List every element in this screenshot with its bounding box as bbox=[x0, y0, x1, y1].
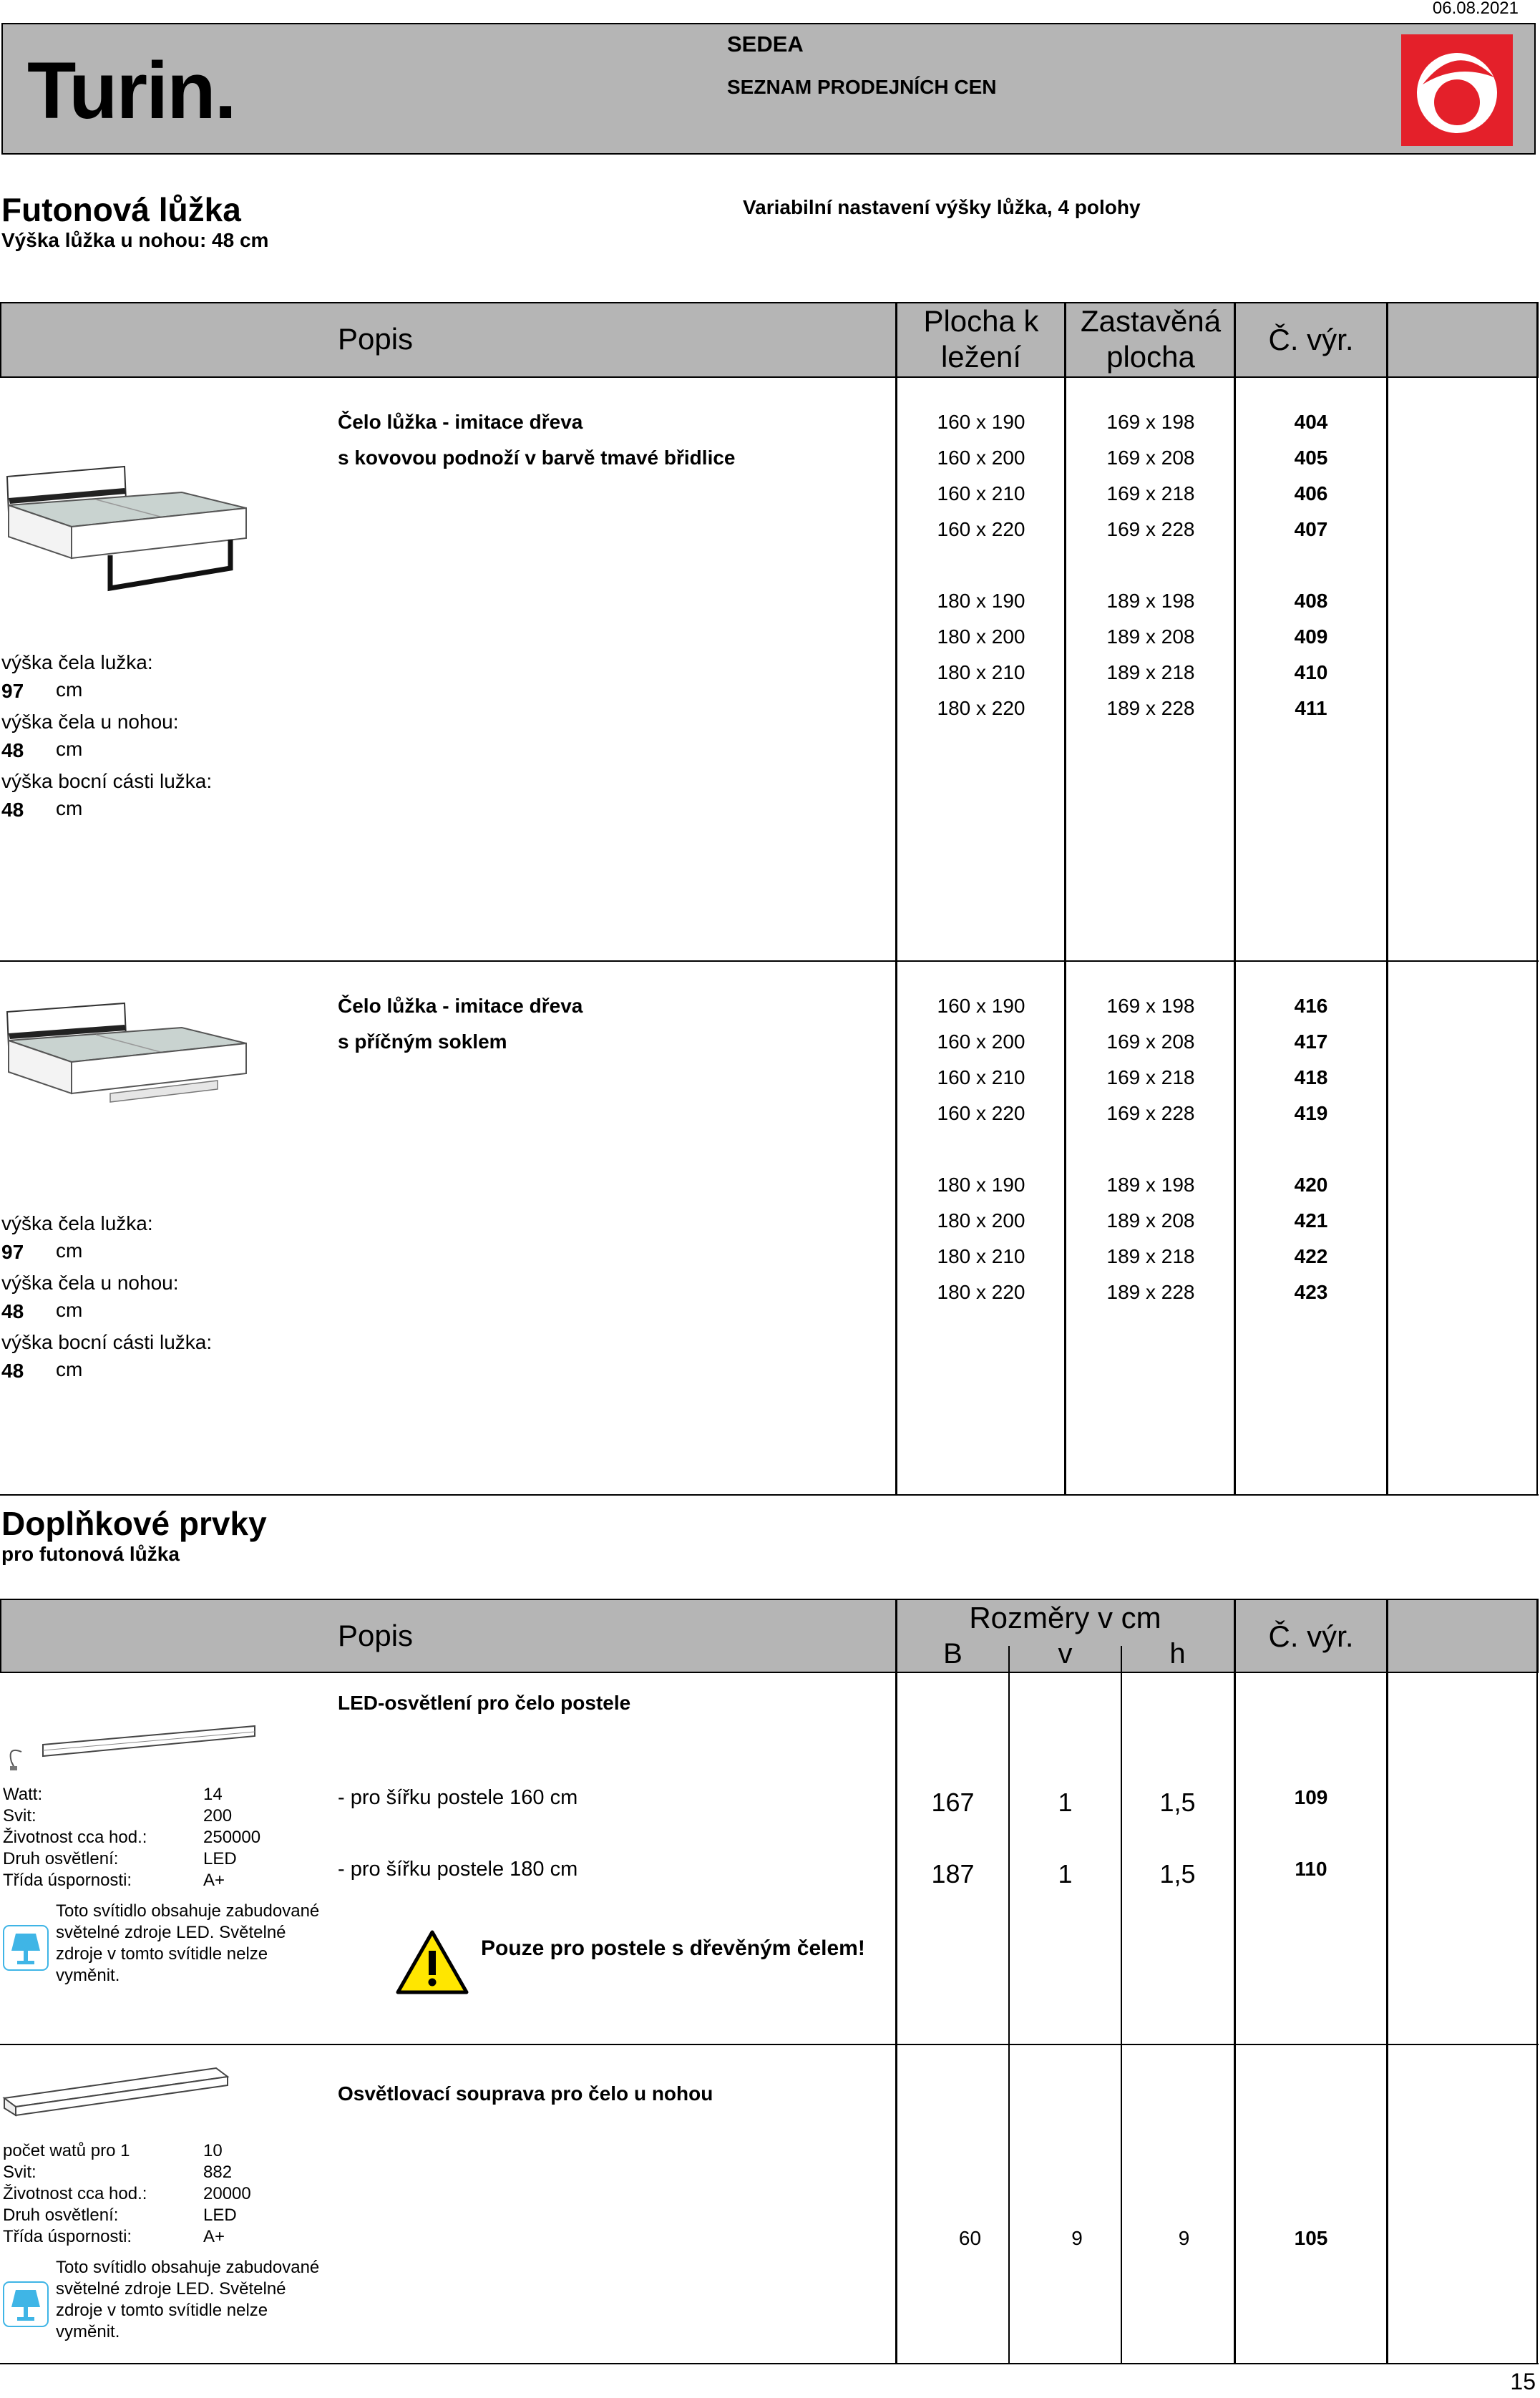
zastavena-cell: 169 x 218 bbox=[1106, 482, 1195, 505]
product-number-cell: 418 bbox=[1294, 1066, 1328, 1088]
spec-value: 48 bbox=[1, 1360, 24, 1382]
spec-label: Třída úspornosti: bbox=[3, 1871, 132, 1890]
spec-value: 250000 bbox=[203, 1828, 261, 1847]
led-row1-b: 167 bbox=[931, 1788, 975, 1817]
plocha-cell: 160 x 220 bbox=[937, 1102, 1025, 1124]
section1-note: Variabilní nastavení výšky lůžka, 4 polohy bbox=[743, 196, 1141, 218]
plocha-cell: 160 x 210 bbox=[937, 1066, 1025, 1088]
spec-label: Druh osvětlení: bbox=[3, 1849, 119, 1868]
plocha-cell: 180 x 190 bbox=[937, 1174, 1025, 1196]
spec-value: 97 bbox=[1, 1241, 24, 1263]
warning-icon bbox=[395, 1929, 469, 1995]
spec-unit: cm bbox=[56, 797, 83, 819]
foot-b: 60 bbox=[958, 2227, 982, 2249]
section2-title: Doplňkové prvky bbox=[1, 1505, 267, 1542]
product2-desc1: Čelo lůžka - imitace dřeva bbox=[338, 995, 583, 1017]
product-number-cell: 410 bbox=[1294, 661, 1328, 683]
led-row1-num: 109 bbox=[1294, 1786, 1328, 1808]
spec-label: výška čela lužka: bbox=[1, 1212, 153, 1234]
spec-value: 10 bbox=[203, 2141, 223, 2160]
col-cislo: Č. výr. bbox=[1268, 323, 1354, 356]
spec-label: Svit: bbox=[3, 2163, 36, 2182]
led-row1-v: 1 bbox=[1058, 1788, 1073, 1817]
product-number-cell: 421 bbox=[1294, 1209, 1328, 1232]
warning-text: Pouze pro postele s dřevěným čelem! bbox=[481, 1936, 865, 1960]
zastavena-cell: 169 x 218 bbox=[1106, 1066, 1195, 1088]
zastavena-cell: 189 x 208 bbox=[1106, 1209, 1195, 1232]
led-row2-v: 1 bbox=[1058, 1859, 1073, 1888]
spec-value: LED bbox=[203, 2206, 237, 2225]
plocha-cell: 160 x 210 bbox=[937, 482, 1025, 505]
header-subtitle: SEZNAM PRODEJNÍCH CEN bbox=[727, 76, 997, 98]
col2-rozmery: Rozměry v cm bbox=[969, 1601, 1161, 1634]
spec-value: A+ bbox=[203, 1871, 225, 1890]
spec-label: výška čela u nohou: bbox=[1, 1272, 179, 1294]
spec-label: Svit: bbox=[3, 1806, 36, 1826]
zastavena-cell: 189 x 198 bbox=[1106, 590, 1195, 612]
zastavena-cell: 169 x 208 bbox=[1106, 1030, 1195, 1053]
spec-unit: cm bbox=[56, 738, 83, 760]
plocha-cell: 180 x 210 bbox=[937, 661, 1025, 683]
brand-name: SEDEA bbox=[727, 31, 804, 57]
foot-title: Osvětlovací souprava pro čelo u nohou bbox=[338, 2082, 713, 2105]
spec-unit: cm bbox=[56, 678, 83, 701]
plocha-cell: 160 x 200 bbox=[937, 447, 1025, 469]
spec-value: A+ bbox=[203, 2227, 225, 2246]
lamp-icon bbox=[3, 1925, 49, 1971]
zastavena-cell: 189 x 218 bbox=[1106, 661, 1195, 683]
led-strip-image bbox=[3, 1717, 260, 1775]
product-number-cell: 411 bbox=[1295, 697, 1327, 719]
led-row1-h: 1,5 bbox=[1159, 1788, 1196, 1817]
date: 06.08.2021 bbox=[1432, 0, 1519, 18]
plocha-cell: 160 x 190 bbox=[937, 995, 1025, 1017]
spec-value: 20000 bbox=[203, 2184, 251, 2203]
zastavena-cell: 169 x 208 bbox=[1106, 447, 1195, 469]
spec-label: výška čela u nohou: bbox=[1, 711, 179, 733]
led-row2-h: 1,5 bbox=[1159, 1859, 1196, 1888]
col2-popis: Popis bbox=[338, 1619, 414, 1652]
spec-value: 48 bbox=[1, 739, 24, 761]
spec-value: 48 bbox=[1, 1300, 24, 1322]
product-number-cell: 408 bbox=[1294, 590, 1328, 612]
spec-label: Třída úspornosti: bbox=[3, 2227, 132, 2246]
zastavena-cell: 169 x 228 bbox=[1106, 1102, 1195, 1124]
spec-label: počet watů pro 1 bbox=[3, 2141, 130, 2160]
spec-value: 97 bbox=[1, 680, 24, 702]
plocha-cell: 180 x 200 bbox=[937, 625, 1025, 648]
plocha-cell: 160 x 200 bbox=[937, 1030, 1025, 1053]
spec-unit: cm bbox=[56, 1239, 83, 1262]
product-number-cell: 416 bbox=[1294, 995, 1328, 1017]
product-number-cell: 407 bbox=[1294, 518, 1328, 540]
foot-h: 9 bbox=[1178, 2227, 1190, 2249]
product-number-cell: 406 bbox=[1294, 482, 1328, 505]
col2-b: B bbox=[943, 1638, 962, 1670]
page-title: Turin. bbox=[27, 46, 235, 135]
foot-lamp-note: Toto svítidlo obsahuje zabudované světelné zdroje LED. Světelné zdroje v tomto svítidle nelze vyměnit. bbox=[56, 2258, 320, 2341]
plocha-cell: 160 x 190 bbox=[937, 411, 1025, 433]
product-number-cell: 423 bbox=[1294, 1281, 1328, 1303]
bed-plinth-base-image bbox=[3, 1002, 250, 1138]
spec-value: 48 bbox=[1, 799, 24, 821]
zastavena-cell: 169 x 198 bbox=[1106, 411, 1195, 433]
spec-label: výška čela lužka: bbox=[1, 651, 153, 673]
zastavena-cell: 169 x 198 bbox=[1106, 995, 1195, 1017]
product-number-cell: 405 bbox=[1294, 447, 1328, 469]
product2-desc2: s příčným soklem bbox=[338, 1030, 507, 1053]
section2-subtitle: pro futonová lůžka bbox=[1, 1543, 180, 1565]
col2-h: h bbox=[1169, 1638, 1186, 1670]
product-number-cell: 422 bbox=[1294, 1245, 1328, 1267]
section1-title: Futonová lůžka bbox=[1, 191, 241, 228]
plocha-cell: 160 x 220 bbox=[937, 518, 1025, 540]
bed-metal-base-image bbox=[3, 458, 250, 594]
led-row2-b: 187 bbox=[931, 1859, 975, 1888]
plocha-cell: 180 x 200 bbox=[937, 1209, 1025, 1232]
col-plocha: Plocha k ležení bbox=[923, 304, 1039, 374]
spec-label: výška bocní cásti lužka: bbox=[1, 770, 213, 792]
spec-label: Životnost cca hod.: bbox=[3, 2184, 147, 2203]
spec-value: 882 bbox=[203, 2163, 233, 2182]
plocha-cell: 180 x 220 bbox=[937, 697, 1025, 719]
spec-unit: cm bbox=[56, 1299, 83, 1321]
zastavena-cell: 189 x 198 bbox=[1106, 1174, 1195, 1196]
spec-unit: cm bbox=[56, 1358, 83, 1380]
plocha-cell: 180 x 210 bbox=[937, 1245, 1025, 1267]
section1-subtitle: Výška lůžka u nohou: 48 cm bbox=[1, 229, 269, 251]
plocha-cell: 180 x 190 bbox=[937, 590, 1025, 612]
led-title: LED-osvětlení pro čelo postele bbox=[338, 1692, 631, 1714]
spec-label: Druh osvětlení: bbox=[3, 2206, 119, 2225]
col-popis: Popis bbox=[338, 322, 414, 356]
spec-value: LED bbox=[203, 1849, 237, 1868]
product-number-cell: 420 bbox=[1294, 1174, 1328, 1196]
lamp-icon-2 bbox=[3, 2281, 49, 2327]
spec-label: výška bocní cásti lužka: bbox=[1, 1331, 213, 1353]
spec-value: 200 bbox=[203, 1806, 233, 1826]
plocha-cell: 180 x 220 bbox=[937, 1281, 1025, 1303]
spec-value: 14 bbox=[203, 1785, 223, 1804]
zastavena-cell: 189 x 218 bbox=[1106, 1245, 1195, 1267]
foot-v: 9 bbox=[1071, 2227, 1083, 2249]
led-row1-desc: - pro šířku postele 160 cm bbox=[338, 1786, 578, 1809]
product-number-cell: 409 bbox=[1294, 625, 1328, 648]
foot-num: 105 bbox=[1294, 2227, 1328, 2249]
col2-v: v bbox=[1058, 1638, 1073, 1670]
product1-desc1: Čelo lůžka - imitace dřeva bbox=[338, 411, 583, 433]
product-number-cell: 419 bbox=[1294, 1102, 1328, 1124]
spec-label: Watt: bbox=[3, 1785, 43, 1804]
page-number: 15 bbox=[1510, 2369, 1536, 2394]
spec-label: Životnost cca hod.: bbox=[3, 1828, 147, 1847]
brand-logo-icon bbox=[1401, 34, 1513, 146]
zastavena-cell: 189 x 228 bbox=[1106, 697, 1195, 719]
product-number-cell: 404 bbox=[1294, 411, 1328, 433]
zastavena-cell: 189 x 208 bbox=[1106, 625, 1195, 648]
col2-cislo: Č. výr. bbox=[1268, 1619, 1354, 1653]
foot-light-image bbox=[1, 2061, 230, 2118]
col-zastavena: Zastavěná plocha bbox=[1080, 304, 1222, 374]
zastavena-cell: 169 x 228 bbox=[1106, 518, 1195, 540]
zastavena-cell: 189 x 228 bbox=[1106, 1281, 1195, 1303]
led-row2-num: 110 bbox=[1295, 1858, 1327, 1880]
led-row2-desc: - pro šířku postele 180 cm bbox=[338, 1858, 578, 1881]
product-number-cell: 417 bbox=[1294, 1030, 1328, 1053]
led-lamp-note: Toto svítidlo obsahuje zabudované světelné zdroje LED. Světelné zdroje v tomto svítidle nelze vyměnit. bbox=[56, 1901, 320, 1985]
product1-desc2: s kovovou podnoží v barvě tmavé břidlice bbox=[338, 447, 736, 469]
